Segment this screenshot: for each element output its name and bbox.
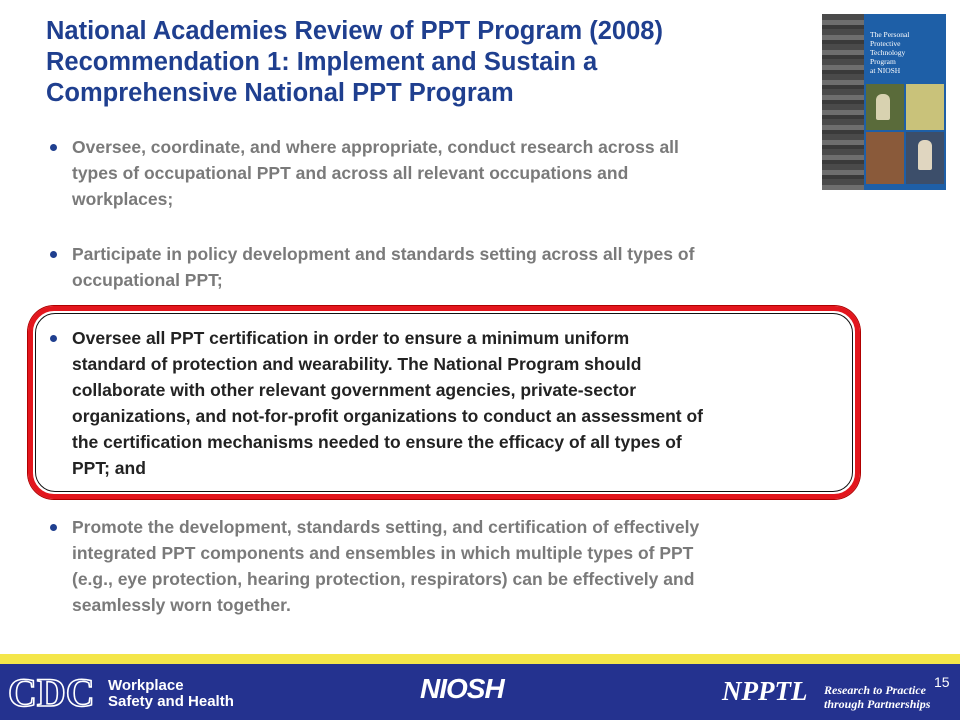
bullet-line: seamlessly worn together. <box>72 595 291 615</box>
bullet-line: the certification mechanisms needed to ensure the efficacy of all types of <box>72 432 682 452</box>
footer-tagline <box>824 683 930 711</box>
tagline-line: through Partnerships <box>824 697 931 711</box>
niosh-logo: NIOSH <box>420 673 504 704</box>
workplace-line: Workplace <box>108 677 184 694</box>
workplace-line: Safety and Health <box>108 693 234 710</box>
bullet-dot <box>50 144 57 151</box>
bullet-dot <box>50 524 57 531</box>
footer-stripe <box>0 654 960 664</box>
cover-title <box>870 30 942 75</box>
bullet-line: standard of protection and wearability. The National Program should <box>72 354 642 374</box>
cover-title-line: at NIOSH <box>870 66 901 75</box>
page-number: 15 <box>934 674 950 690</box>
bullet-line: integrated PPT components and ensembles in which multiple types of PPT <box>72 543 694 563</box>
cover-title-line: The Personal <box>870 30 910 39</box>
cdc-logo <box>6 670 102 714</box>
bullet-text <box>72 325 852 481</box>
title-line: National Academies Review of PPT Program (2008) <box>46 17 663 45</box>
bullet-line: occupational PPT; <box>72 270 223 290</box>
cover-title-line: Protective <box>870 39 901 48</box>
workplace-safety-health-label <box>108 678 234 710</box>
npptl-logo: NPPTL <box>722 676 808 706</box>
bullet-text <box>72 241 852 293</box>
bullet-line: Oversee, coordinate, and where appropriate, conduct research across all <box>72 137 679 157</box>
cover-title-line: Program <box>870 57 896 66</box>
bullet-line: organizations, and not-for-profit organizations to conduct an assessment of <box>72 406 703 426</box>
bullet-text <box>72 514 852 618</box>
bullet-line: collaborate with other relevant government agencies, private-sector <box>72 380 637 400</box>
bullet-line: types of occupational PPT and across all relevant occupations and <box>72 163 629 183</box>
bullet-dot <box>50 335 57 342</box>
bullet-line: (e.g., eye protection, hearing protection, respirators) can be effectively and <box>72 569 695 589</box>
slide-title <box>46 16 816 109</box>
bullet-line: workplaces; <box>72 189 174 209</box>
title-line: Recommendation 1: Implement and Sustain a <box>46 48 598 76</box>
bullet-text <box>72 134 852 212</box>
tagline-line: Research to Practice <box>824 683 926 697</box>
cdc-logo-text: CDC <box>8 670 95 714</box>
bullet-line: Promote the development, standards setting, and certification of effectively <box>72 517 700 537</box>
cover-title-line: Technology <box>870 48 906 57</box>
bullet-line: Participate in policy development and standards setting across all types of <box>72 244 695 264</box>
bullet-dot <box>50 251 57 258</box>
title-line: Comprehensive National PPT Program <box>46 79 514 107</box>
cover-photo-collage <box>866 84 944 184</box>
bullet-line: PPT; and <box>72 458 146 478</box>
bullet-line: Oversee all PPT certification in order to ensure a minimum uniform <box>72 328 630 348</box>
